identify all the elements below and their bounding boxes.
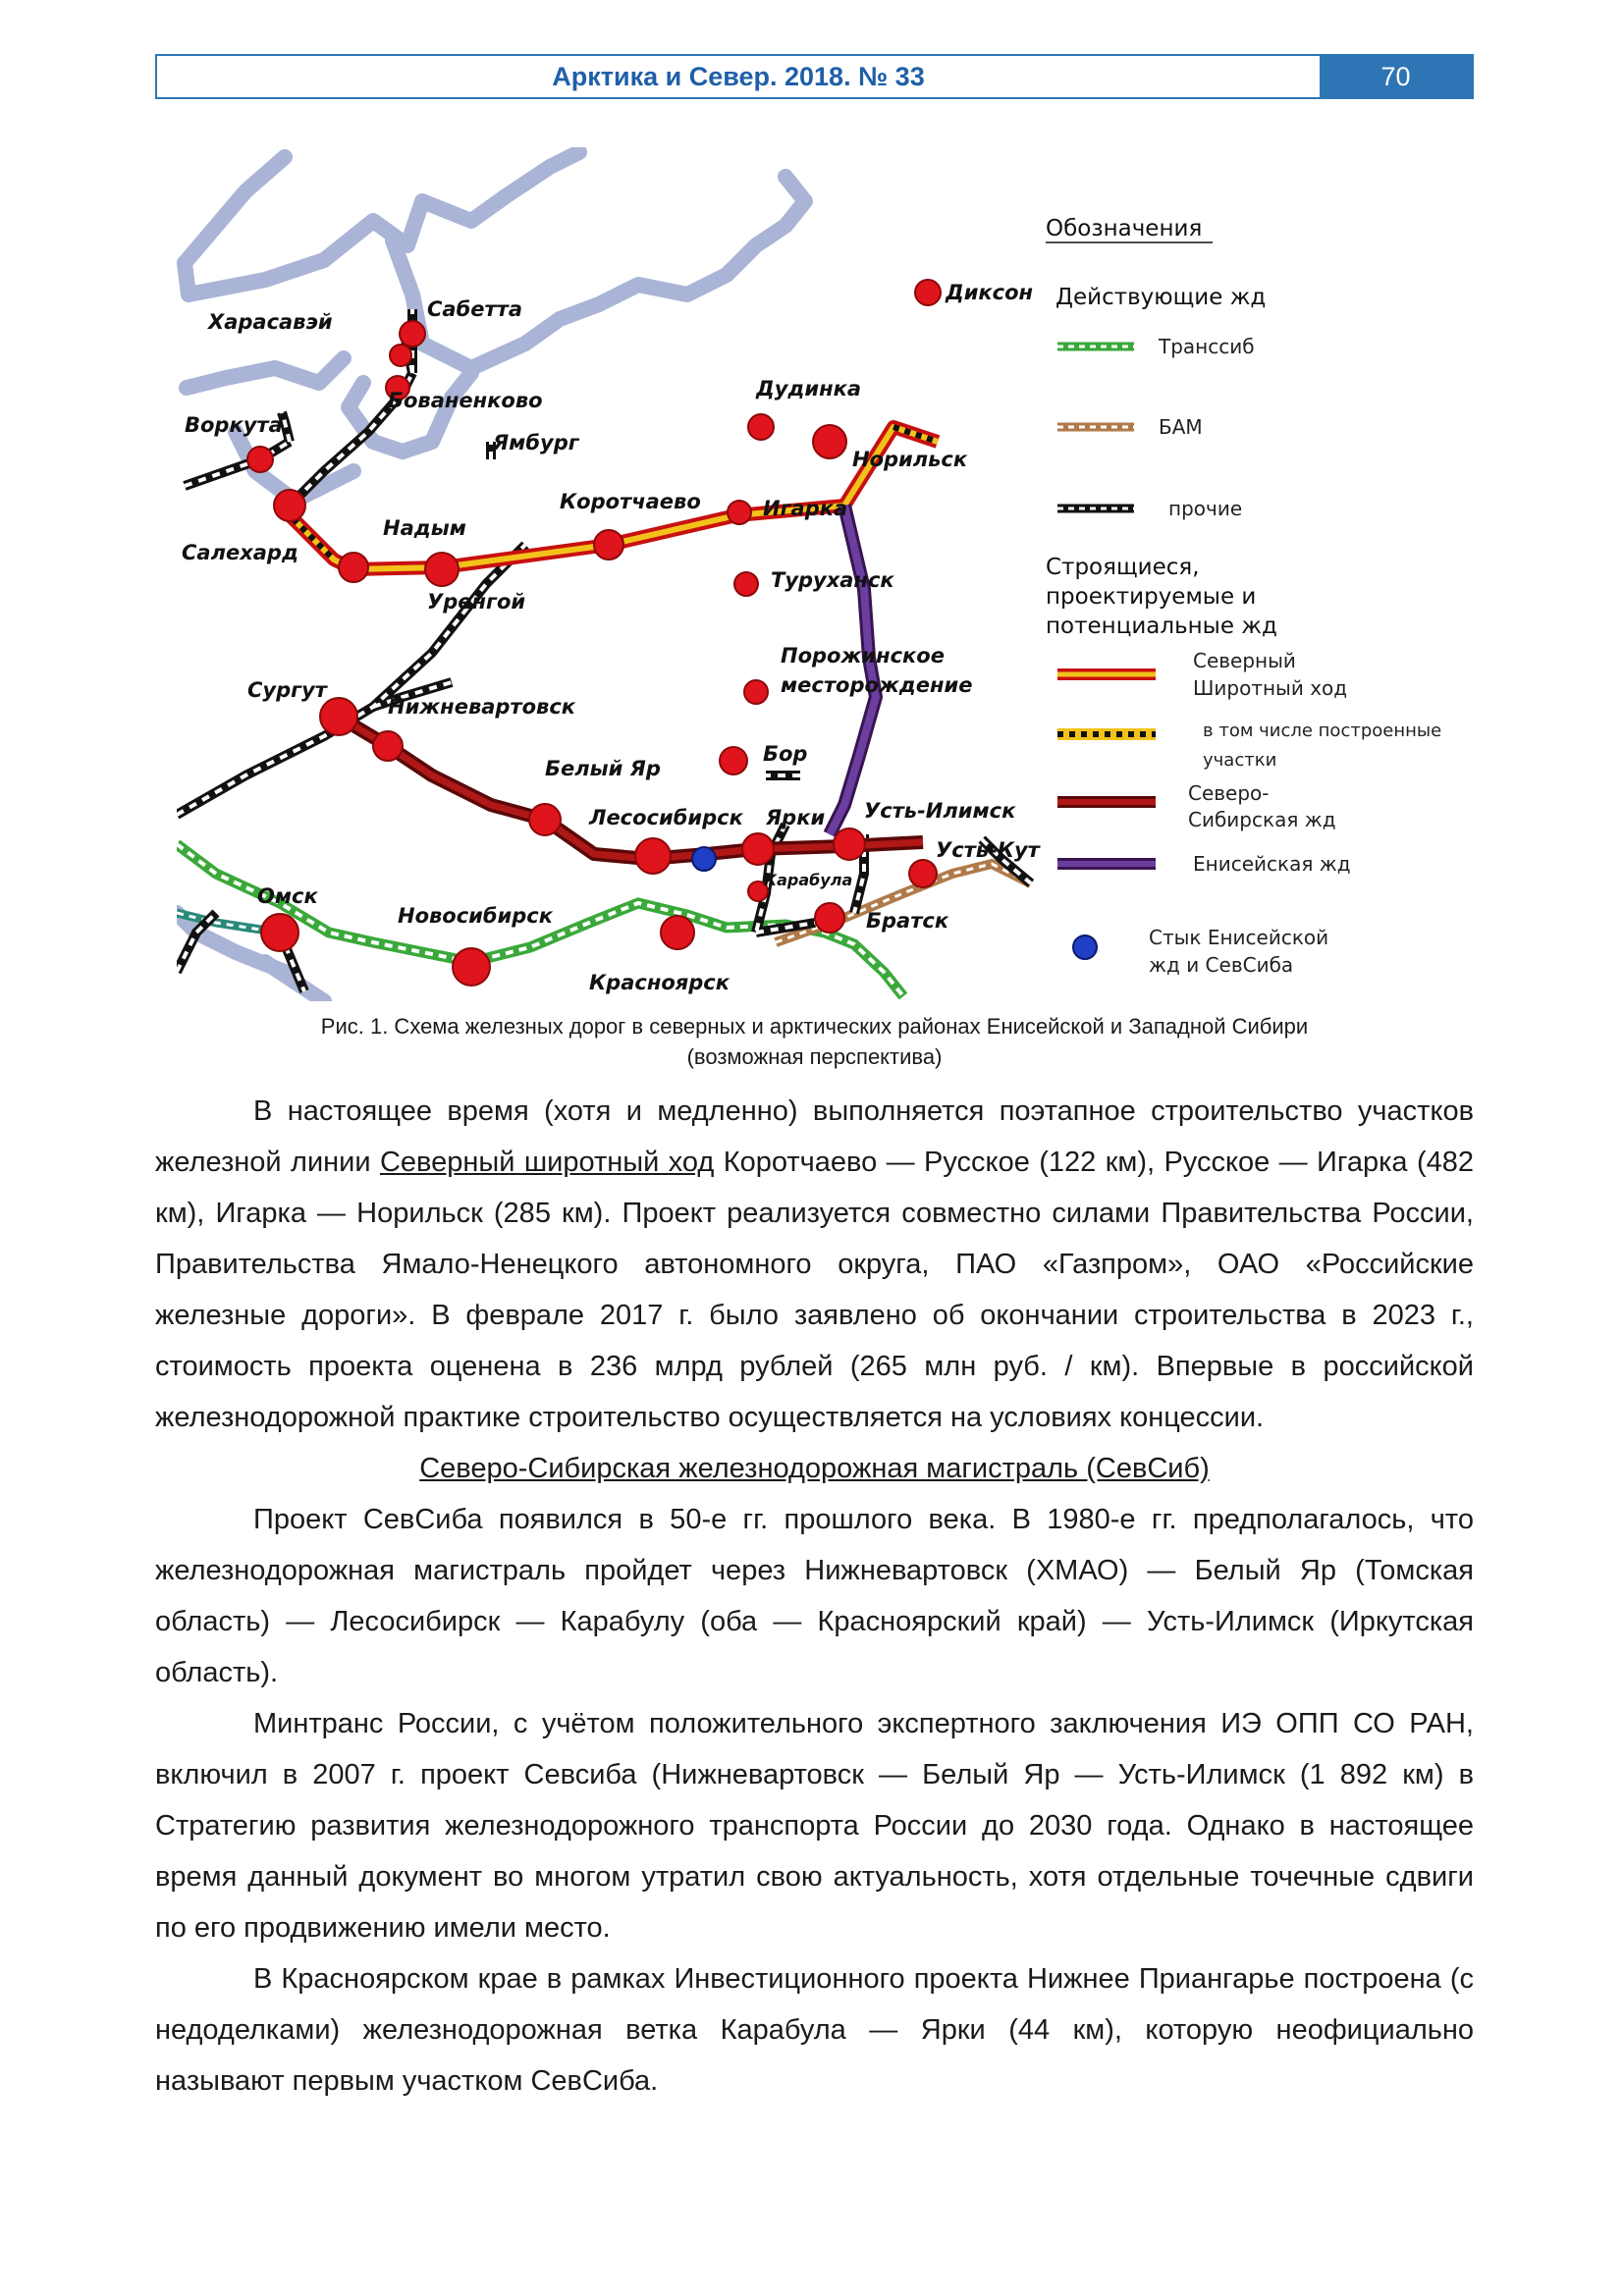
legend-existing-title: Действующие жд [1055, 285, 1267, 310]
label-sabetta: Сабетта [427, 297, 523, 321]
paragraph-1 [155, 1086, 1474, 1443]
label-dudinka: Дудинка [756, 377, 861, 400]
station-urengoy [425, 553, 459, 586]
label-norilsk: Норильск [852, 448, 968, 471]
legend-northern-1: Северный [1193, 649, 1296, 672]
label-turukhansk: Туруханск [771, 568, 894, 592]
label-bovanenkovo: Бованенково [388, 389, 543, 412]
station-dudinka [748, 414, 774, 440]
station-nadym [339, 553, 368, 582]
legend-sevsib-1: Северо- [1188, 781, 1270, 805]
label-nizhnevartovsk: Нижневартовск [388, 695, 576, 719]
map-legend [1046, 216, 1441, 977]
label-bratsk: Братск [866, 909, 949, 933]
station-igarka-dot [728, 501, 751, 524]
article-body [155, 1086, 1474, 2107]
label-bor: Бор [763, 742, 808, 766]
label-vorkuta: Воркута [185, 413, 283, 437]
legend-planned-title-3: потенциальные жд [1046, 614, 1277, 639]
legend-planned-title-2: проектируемые и [1046, 584, 1257, 610]
station-krasnoyarsk [661, 916, 694, 949]
legend-northern-2: Широтный ход [1193, 676, 1348, 700]
legend-sevsib-2: Сибирская жд [1188, 808, 1336, 831]
label-lesosibirsk: Лесосибирск [589, 806, 743, 829]
station-norilsk [813, 425, 846, 458]
yenisei-line [830, 506, 876, 834]
label-nadym: Надым [383, 516, 466, 540]
station-turukhansk [734, 572, 758, 596]
station-sabetta [400, 321, 425, 347]
legend-yenisei: Енисейская жд [1193, 852, 1351, 876]
journal-header [155, 54, 1474, 99]
label-kharasavey: Харасавэй [208, 310, 333, 334]
station-ust-kut [909, 860, 937, 887]
label-bely-yar: Белый Яр [545, 757, 661, 780]
label-krasnoyarsk: Красноярск [589, 971, 730, 994]
northern-latitudinal-link[interactable]: Северный широтный ход [379, 1147, 715, 1178]
label-yarki: Ярки [766, 806, 826, 829]
caption-line-1: Рис. 1. Схема железных дорог в северных и арктических районах Енисейской и Западной Сибири [320, 1014, 1309, 1039]
legend-junction-icon [1073, 935, 1097, 959]
station-bor [720, 747, 747, 774]
label-omsk: Омск [257, 884, 318, 908]
legend-built-1: в том числе построенные [1203, 721, 1442, 741]
junction-marker [692, 847, 716, 871]
page-number: 70 [1320, 56, 1472, 97]
legend-built-2: участки [1203, 750, 1277, 771]
station-korotchaevo [594, 530, 623, 560]
section-heading: Северо-Сибирская железнодорожная магистраль (СевСиб) [419, 1453, 1210, 1484]
legend-bam: БАМ [1159, 415, 1203, 439]
label-ust-ilimsk: Усть-Илимск [864, 799, 1016, 823]
paragraph-1-end: Коротчаево — Русское (122 км), Русское — Игарка (482 км), Игарка — Норильск (285 км). Проект реализуется совместно силами Правительства России, Правительства Ямало-Ненецкого автономного округа, ПАО «Газпром», ОАО «Российские железные дороги». В феврале 2017 г. было заявлено об окончании строительства в 2023 г., стоимость проекта оценена в 236 млрд рублей (265 млн руб. / км). Впервые в российской железнодорожной практике строительство осуществляется на условиях концессии. [155, 1147, 1475, 1433]
legend-junction-1: Стык Енисейской [1149, 926, 1329, 949]
legend-planned-title-1: Строящиеся, [1046, 555, 1200, 580]
label-salekhard: Салехард [182, 541, 298, 564]
label-novosibirsk: Новосибирск [398, 904, 553, 928]
journal-title: Арктика и Север. 2018. № 33 [552, 61, 925, 91]
railway-map-figure [177, 147, 1483, 1001]
station-lesosibirsk [635, 838, 671, 874]
label-igarka: Игарка [763, 497, 848, 520]
label-ust-kut: Усть-Кут [936, 838, 1040, 862]
station-salekhard [274, 490, 305, 521]
station-bely-yar [529, 804, 561, 835]
station-yarki [742, 833, 774, 865]
station-ust-ilimsk [834, 828, 865, 860]
paragraph-3: Минтранс России, с учётом положительного экспертного заключения ИЭ ОПП СО РАН, включил в 2007 г. проект Севсиба (Нижневартовск — Белый Яр — Усть-Илимск (1 892 км) в Стратегию развития железнодорожного транспорта России до 2030 года. Однако в настоящее время данный документ во многом утратил свою актуальность, хотя отдельные точечные сдвиги по его продвижению имели место. [155, 1708, 1474, 1944]
legend-other: прочие [1168, 497, 1243, 520]
label-urengoy: Уренгой [427, 590, 526, 614]
railway-map [177, 147, 1483, 1001]
station-kharasavey [390, 345, 411, 366]
caption-line-2: (возможная перспектива) [686, 1044, 943, 1069]
label-porozhinskoe-2: месторождение [781, 673, 973, 697]
station-surgut [320, 698, 357, 735]
label-dikson: Диксон [946, 281, 1034, 304]
label-yamburg: Ямбург [493, 431, 579, 454]
label-karabula: Карабула [764, 871, 853, 889]
paragraph-4: В Красноярском крае в рамках Инвестиционного проекта Нижнее Приангарье построена (с недоделками) железнодорожная ветка Карабула — Ярки (44 км), которую неофициально называют первым участком СевСиба. [155, 1963, 1474, 2097]
figure-caption [155, 1011, 1474, 1072]
paragraph-2: Проект СевСиба появился в 50-е гг. прошлого века. В 1980-е гг. предполагалось, что железнодорожная магистраль пройдет через Нижневартовск (ХМАО) — Белый Яр (Томская область) — Лесосибирск — Карабулу (оба — Красноярский край) — Усть-Илимск (Иркутская область). [155, 1504, 1474, 1688]
station-bratsk [815, 903, 844, 933]
label-porozhinskoe-1: Порожинское [781, 644, 945, 667]
station-nizhnevartovsk [373, 731, 403, 761]
label-korotchaevo: Коротчаево [560, 490, 701, 513]
station-porozhinskoe [744, 680, 768, 704]
legend-transsib: Транссиб [1159, 335, 1255, 358]
label-surgut: Сургут [247, 678, 327, 702]
paragraph-1-start: В настоящее время (хотя и медленно) выполняется поэтапное строительство участков железной линии [155, 1095, 1474, 1178]
station-dikson [915, 280, 941, 305]
station-vorkuta [247, 447, 273, 472]
legend-title: Обозначения [1046, 216, 1203, 241]
station-novosibirsk [453, 948, 490, 986]
legend-junction-2: жд и СевСиба [1149, 953, 1294, 977]
station-omsk [261, 914, 298, 951]
